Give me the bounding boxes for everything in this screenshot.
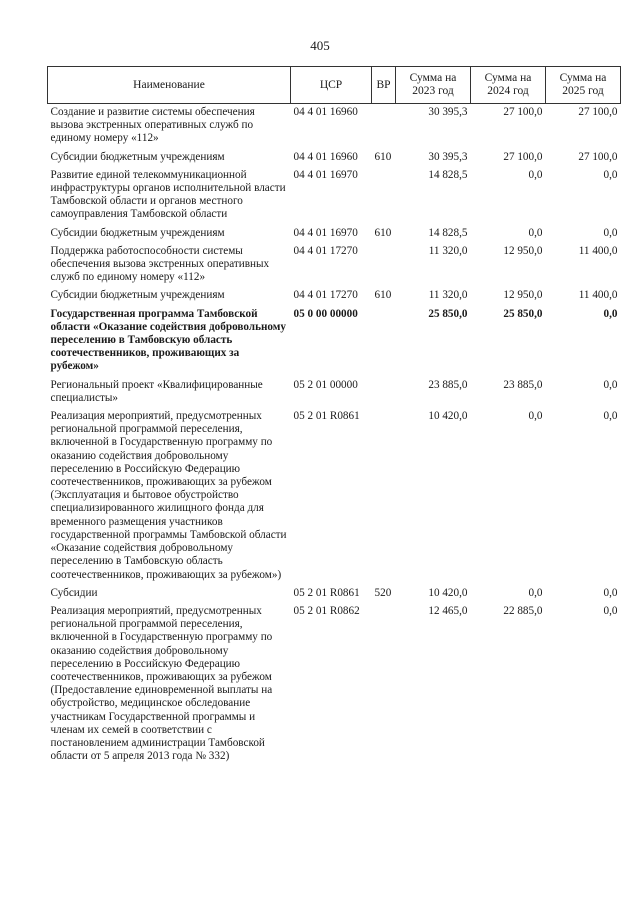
row-csr: 05 2 01 00000 — [293, 378, 358, 391]
table-row — [48, 306, 621, 377]
table-row — [48, 167, 621, 225]
table-row — [48, 243, 621, 288]
header-sum-2024: Сумма на 2024 год — [471, 67, 546, 104]
row-vr — [372, 306, 396, 377]
row-sum-2023: 11 320,0 — [428, 244, 468, 257]
row-sum-2023: 30 395,3 — [428, 150, 468, 163]
table-row — [48, 225, 621, 243]
table-row — [48, 287, 621, 305]
row-sum-2025: 11 400,0 — [578, 289, 618, 302]
row-sum-2024: 27 100,0 — [503, 106, 543, 118]
row-sum-2025: 0,0 — [603, 226, 618, 239]
row-name: Реализация мероприятий, предусмотренных региональной программой переселения, включенной в Государственную программу по оказанию содействия добровольному переселению в Российскую Федерацию соотечественников, проживающих за рубежом (Предоставление единовременной выплаты на обустройство, медицинское обследование участникам Государственной программы и членам их семей в соответствии с постановлением администрации Тамбовской области от 5 апреля 2013 года № 332) — [50, 604, 273, 763]
row-sum-2024: 23 885,0 — [503, 378, 543, 391]
row-vr — [372, 243, 396, 288]
row-sum-2025: 0,0 — [603, 410, 618, 423]
row-name: Субсидии — [50, 586, 98, 599]
row-sum-2025: 11 400,0 — [578, 244, 618, 257]
row-sum-2023: 11 320,0 — [428, 289, 468, 302]
header-name: Наименование — [48, 67, 291, 104]
row-sum-2025: 27 100,0 — [578, 106, 618, 118]
row-sum-2025: 0,0 — [603, 168, 618, 181]
row-csr: 04 4 01 16960 — [293, 106, 358, 118]
row-sum-2023: 14 828,5 — [428, 168, 468, 181]
row-vr: 520 — [374, 586, 392, 599]
row-vr — [372, 603, 396, 766]
row-vr — [372, 167, 396, 225]
row-sum-2023: 30 395,3 — [428, 106, 468, 118]
row-csr: 04 4 01 17270 — [293, 244, 358, 257]
row-sum-2024: 0,0 — [528, 226, 543, 239]
row-csr: 04 4 01 16970 — [293, 168, 358, 181]
row-sum-2023: 25 850,0 — [428, 307, 468, 320]
row-sum-2024: 27 100,0 — [503, 150, 543, 163]
row-sum-2024: 12 950,0 — [503, 244, 543, 257]
budget-table — [47, 66, 621, 766]
row-vr: 610 — [374, 289, 392, 302]
row-sum-2025: 0,0 — [603, 604, 618, 617]
row-name: Региональный проект «Квалифицированные специалисты» — [50, 378, 263, 404]
row-name: Субсидии бюджетным учреждениям — [50, 150, 225, 163]
table-header-row — [48, 67, 621, 104]
row-csr: 04 4 01 17270 — [293, 289, 358, 302]
row-name: Реализация мероприятий, предусмотренных региональной программой переселения, включенной в Государственную программу по оказанию содействия добровольному переселению в Российскую Федерацию соотечественников, проживающих за рубежом (Эксплуатация и бытовое обустройство специализированного жилищного фонда для временного размещения участников государственной программы Тамбовской области «Оказание содействия добровольному переселению в Тамбовскую область соотечественников, проживающих за рубежом») — [50, 410, 287, 581]
row-sum-2025: 0,0 — [603, 586, 618, 599]
row-sum-2024: 0,0 — [528, 410, 543, 423]
row-vr: 610 — [374, 150, 392, 163]
row-sum-2024: 25 850,0 — [503, 307, 543, 320]
table-row — [48, 377, 621, 408]
table-row — [48, 149, 621, 167]
page-number: 405 — [310, 38, 330, 53]
row-name: Субсидии бюджетным учреждениям — [50, 226, 225, 239]
header-sum-2025: Сумма на 2025 год — [546, 67, 621, 104]
row-vr — [372, 408, 396, 585]
row-sum-2025: 0,0 — [603, 307, 618, 320]
row-sum-2023: 14 828,5 — [428, 226, 468, 239]
header-vr: ВР — [372, 67, 396, 104]
row-name: Субсидии бюджетным учреждениям — [50, 289, 225, 302]
row-sum-2023: 12 465,0 — [428, 604, 468, 617]
row-name: Государственная программа Тамбовской области «Оказание содействия добровольному переселению в Тамбовскую область соотечественников, проживающих за рубежом» — [50, 307, 287, 373]
row-sum-2025: 27 100,0 — [578, 150, 618, 163]
row-sum-2024: 0,0 — [528, 168, 543, 181]
table-row — [48, 585, 621, 603]
row-vr — [372, 104, 396, 149]
table-row — [48, 104, 621, 149]
table-row — [48, 408, 621, 585]
row-name: Поддержка работоспособности системы обеспечения вызова экстренных оперативных служб по единому номеру «112» — [50, 244, 270, 284]
row-csr: 05 2 01 R0861 — [293, 586, 360, 599]
row-sum-2023: 23 885,0 — [428, 378, 468, 391]
row-name: Создание и развитие системы обеспечения вызова экстренных оперативных служб по единому номеру «112» — [50, 106, 255, 145]
row-sum-2023: 10 420,0 — [428, 586, 468, 599]
row-name: Развитие единой телекоммуникационной инфраструктуры органов исполнительной власти Тамбовской области и органов местного самоуправления Тамбовской области — [50, 168, 286, 221]
header-sum-2023: Сумма на 2023 год — [396, 67, 471, 104]
row-csr: 05 2 01 R0862 — [293, 604, 360, 617]
row-sum-2024: 22 885,0 — [503, 604, 543, 617]
row-sum-2024: 12 950,0 — [503, 289, 543, 302]
row-sum-2023: 10 420,0 — [428, 410, 468, 423]
row-csr: 04 4 01 16960 — [293, 150, 358, 163]
header-csr: ЦСР — [291, 67, 372, 104]
row-vr: 610 — [374, 226, 392, 239]
row-vr — [372, 377, 396, 408]
table-row — [48, 603, 621, 766]
row-sum-2025: 0,0 — [603, 378, 618, 391]
row-sum-2024: 0,0 — [528, 586, 543, 599]
row-csr: 04 4 01 16970 — [293, 226, 358, 239]
row-csr: 05 2 01 R0861 — [293, 410, 360, 423]
row-csr: 05 0 00 00000 — [293, 307, 358, 320]
